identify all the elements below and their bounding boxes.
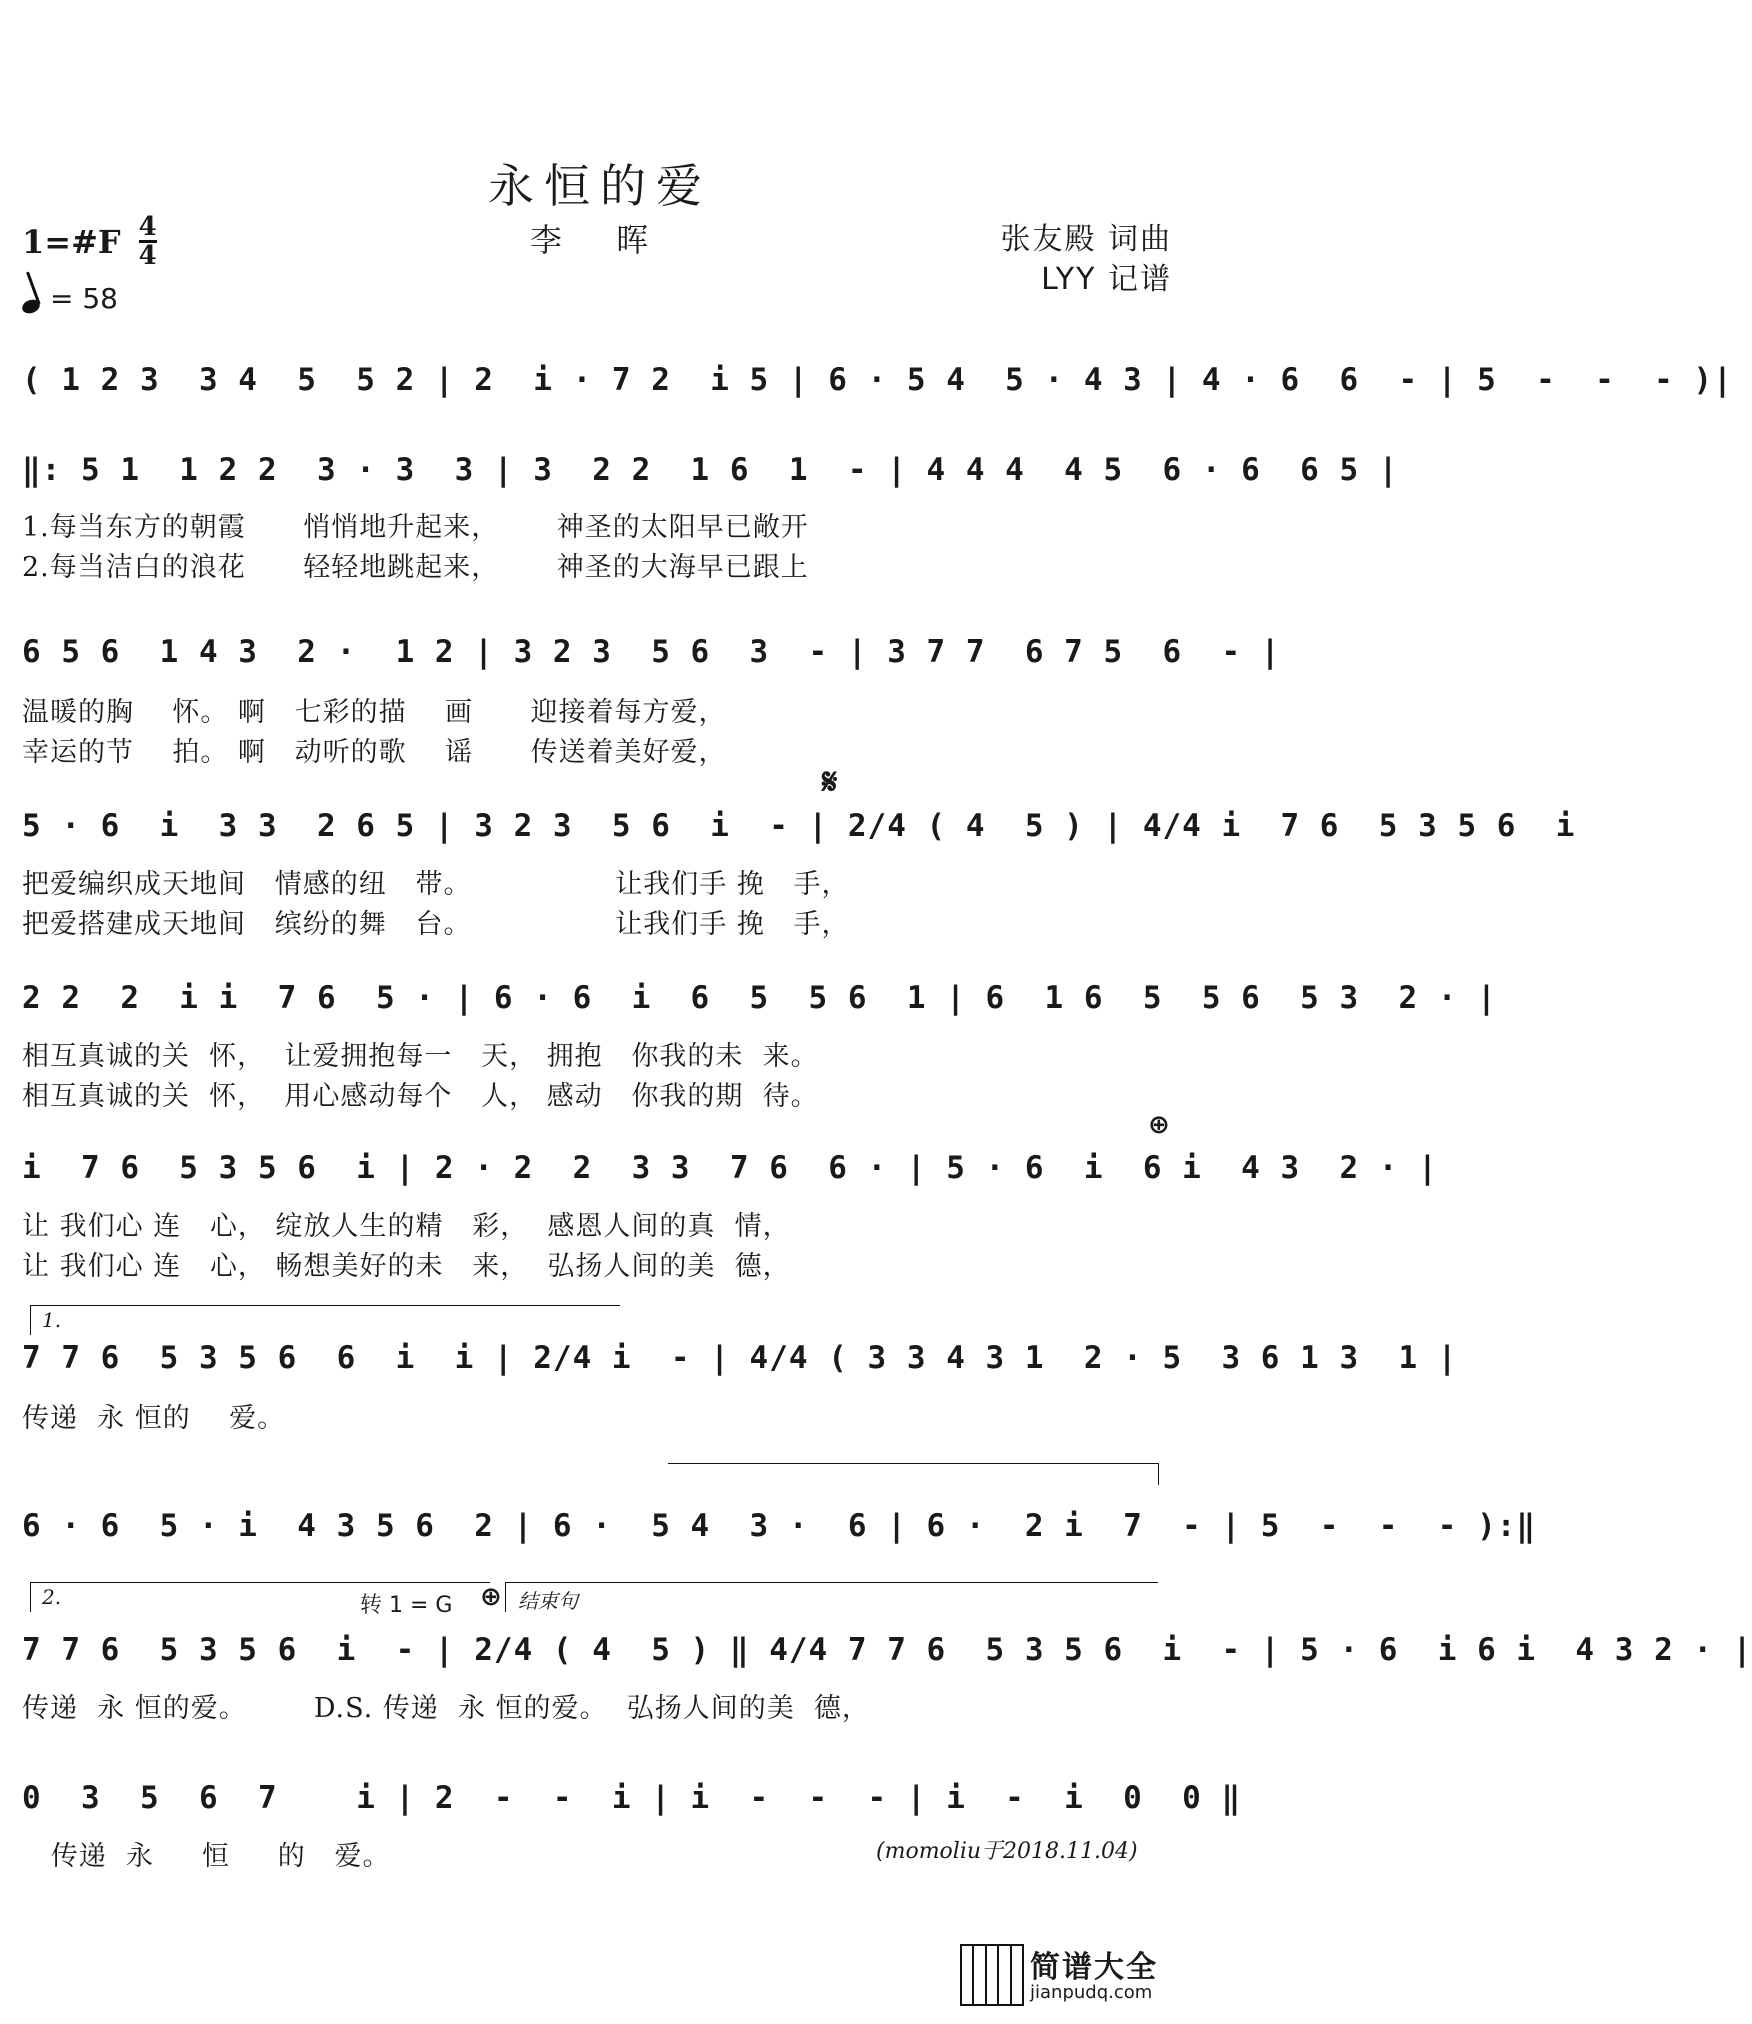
logo-text: 简谱大全 [1030, 1950, 1158, 1985]
lyric-row-4-verse-1: 相互真诚的关 怀， 让爱拥抱每一 天， 拥抱 你我的未 来。 [22, 1041, 819, 1072]
repeat-bracket [668, 1463, 1158, 1464]
quarter-note-icon [20, 297, 41, 315]
notation-row-4: 2 2 2 i i 7 6 5 · | 6 · 6 i 6 5 5 6 1 | 6 1 6 5 5 6 5 3 2 · | [22, 980, 1497, 1016]
time-signature [139, 214, 157, 269]
notation-row-8: 7 7 6 5 3 5 6 i - | 2/4 ( 4 5 ) ‖ 4/4 7 7 6 5 3 5 6 i - | 5 · 6 i 6 i 4 3 2 · | [22, 1632, 1752, 1668]
lyric-row-9: 传递 永 恒 的 爱。 [22, 1841, 391, 1872]
lyric-row-3-verse-1: 把爱编织成天地间 情感的纽 带。 让我们手 挽 手， [22, 869, 850, 900]
volta-2-bracket [30, 1582, 490, 1583]
repeat-bracket-right [1158, 1463, 1159, 1485]
lyric-row-4-verse-2: 相互真诚的关 怀， 用心感动每个 人， 感动 你我的期 待。 [22, 1081, 819, 1112]
lyric-row-6: 传递 永 恒的 爱。 [22, 1403, 286, 1434]
notation-row-intro: ( 1 2 3 3 4 5 5 2 | 2 i · 7 2 i 5 | 6 · 5 4 5 · 4 3 | 4 · 6 6 - | 5 - - - )| [22, 362, 1733, 398]
notation-row-3: 5 · 6 i 3 3 2 6 5 | 3 2 3 5 6 i - | 2/4 ( 4 5 ) | 4/4 i 7 6 5 3 5 6 i [22, 808, 1576, 844]
time-sig-denominator: 4 [138, 241, 157, 271]
site-logo [960, 1940, 1180, 2010]
lyric-row-2-verse-2: 幸运的节 拍。 啊 动听的歌 谣 传送着美好爱， [22, 737, 727, 768]
lyric-row-1-verse-1: 1.每当东方的朝霞 悄悄地升起来， 神圣的太阳早已敞开 [22, 512, 809, 543]
ending-bracket [505, 1582, 1158, 1583]
lyricist-composer: 张友殿 词曲 [1000, 222, 1172, 257]
lyric-row-8: 传递 永 恒的爱。 D.S. 传递 永 恒的爱。 弘扬人间的美 德， [22, 1693, 870, 1724]
notation-row-5: i 7 6 5 3 5 6 i | 2 · 2 2 3 3 7 6 6 · | 5 · 6 i 6 i 4 3 2 · | [22, 1150, 1438, 1186]
volta-1-bracket-left [30, 1305, 31, 1335]
tempo-marking [22, 282, 118, 315]
lyric-row-5-verse-1: 让 我们心 连 心， 绽放人生的精 彩， 感恩人间的真 情， [22, 1211, 791, 1242]
key-label: 1=#F [22, 222, 121, 261]
logo-url: jianpudq.com [1030, 1982, 1153, 2003]
lyric-row-5-verse-2: 让 我们心 连 心， 畅想美好的未 来， 弘扬人间的美 德， [22, 1251, 791, 1282]
ending-label: 结束句 [518, 1589, 578, 1613]
segno-icon: 𝄋 [822, 762, 838, 803]
volta-1-bracket [30, 1305, 620, 1306]
singer-name: 李 晖 [529, 221, 671, 259]
lyric-row-3-verse-2: 把爱搭建成天地间 缤纷的舞 台。 让我们手 挽 手， [22, 909, 850, 940]
time-sig-numerator: 4 [138, 212, 157, 242]
transcription-note: (momoliu于2018.11.04) [876, 1839, 1138, 1864]
transcriber: LYY 记谱 [1041, 262, 1172, 297]
ending-bracket-left [505, 1582, 506, 1612]
coda-icon: ⊕ [1148, 1110, 1170, 1140]
song-title: 永恒的爱 [488, 159, 712, 213]
notation-row-7: 6 · 6 5 · i 4 3 5 6 2 | 6 · 5 4 3 · 6 | 6 · 2 i 7 - | 5 - - - ):‖ [22, 1508, 1537, 1544]
volta-2-label: 2. [42, 1585, 62, 1609]
coda-icon-2: ⊕ [480, 1582, 502, 1612]
lyric-row-2-verse-1: 温暖的胸 怀。 啊 七彩的描 画 迎接着每方爱， [22, 697, 727, 728]
volta-2-bracket-left [30, 1582, 31, 1612]
notation-row-1: ‖: 5 1 1 2 2 3 · 3 3 | 3 2 2 1 6 1 - | 4 4 4 4 5 6 · 6 6 5 | [22, 452, 1399, 488]
modulation-mark: 转 1 = G [360, 1593, 453, 1618]
lyric-row-1-verse-2: 2.每当洁白的浪花 轻轻地跳起来， 神圣的大海早已跟上 [22, 552, 809, 583]
tempo-value: = 58 [50, 282, 118, 315]
key-signature [22, 214, 157, 269]
piano-keys-icon [960, 1944, 1024, 2006]
notation-row-9: 0 3 5 6 7 i | 2 - - i | i - - - | i - i 0 0 ‖ [22, 1780, 1242, 1816]
volta-1-label: 1. [42, 1308, 62, 1332]
notation-row-6: 7 7 6 5 3 5 6 6 i i | 2/4 i - | 4/4 ( 3 3 4 3 1 2 · 5 3 6 1 3 1 | [22, 1340, 1458, 1376]
notation-row-2: 6 5 6 1 4 3 2 · 1 2 | 3 2 3 5 6 3 - | 3 7 7 6 7 5 6 - | [22, 634, 1281, 670]
